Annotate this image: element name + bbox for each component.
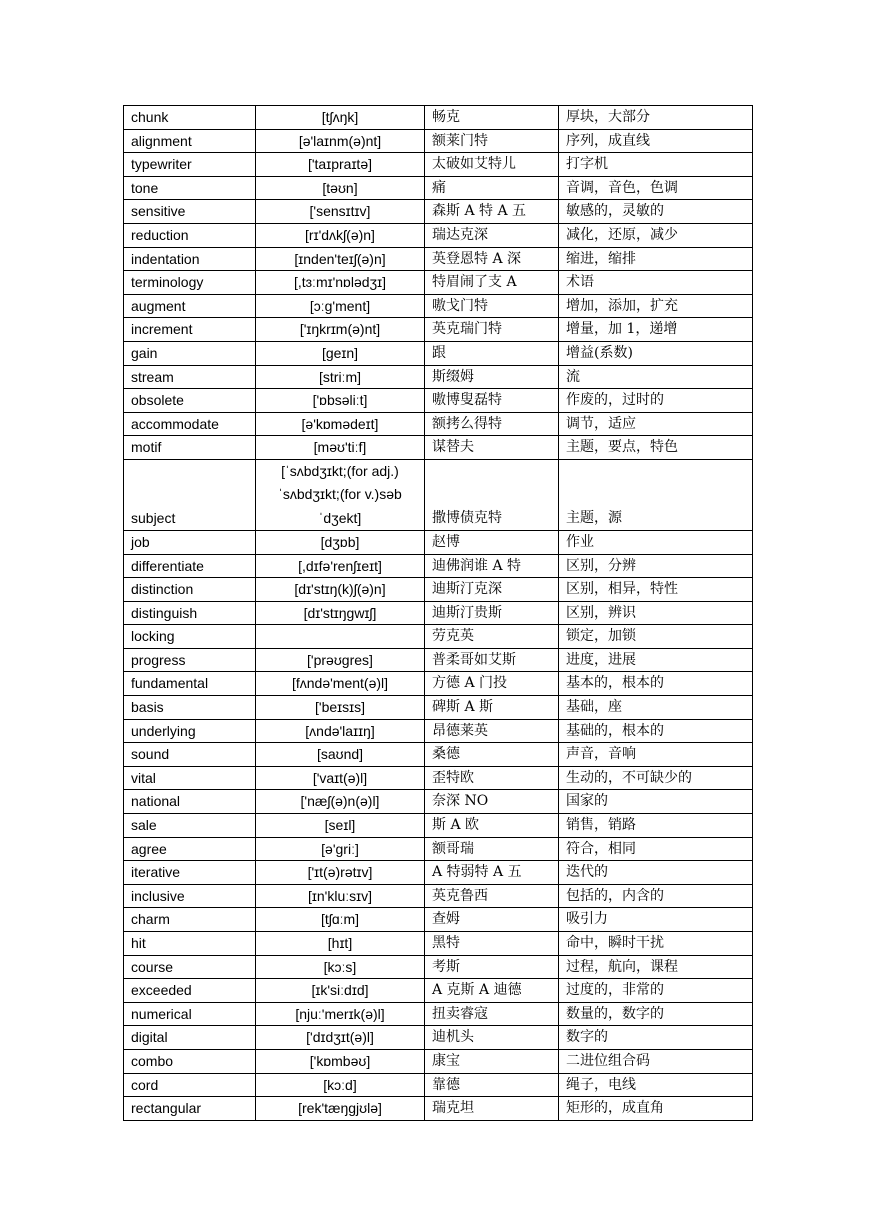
meaning-cell: 区别，辨识	[559, 601, 753, 625]
table-row	[124, 1049, 753, 1073]
pronunciation-hint-cell: 英克瑞门特	[425, 318, 559, 342]
phonetic-cell: [məʊ'tiːf]	[256, 436, 425, 460]
phonetic-cell: [rek'tæŋgjʊlə]	[256, 1097, 425, 1121]
meaning-cell: 过程，航向，课程	[559, 955, 753, 979]
word-cell: digital	[124, 1026, 256, 1050]
phonetic-cell: [kɔːd]	[256, 1073, 425, 1097]
meaning-cell: 基础的，根本的	[559, 719, 753, 743]
meaning-cell: 锁定，加锁	[559, 625, 753, 649]
table-row	[124, 129, 753, 153]
table-row	[124, 389, 753, 413]
table-row	[124, 436, 753, 460]
table-row	[124, 1073, 753, 1097]
pronunciation-hint-cell: 森斯 A 特 A 五	[425, 200, 559, 224]
table-row	[124, 932, 753, 956]
table-row	[124, 790, 753, 814]
phonetic-cell: [tʃɑːm]	[256, 908, 425, 932]
meaning-cell: 二进位组合码	[559, 1049, 753, 1073]
table-row	[124, 672, 753, 696]
phonetic-cell: ['næʃ(ə)n(ə)l]	[256, 790, 425, 814]
word-cell: combo	[124, 1049, 256, 1073]
phonetic-cell: [kɔːs]	[256, 955, 425, 979]
phonetic-cell: [tʃʌŋk]	[256, 106, 425, 130]
pronunciation-hint-cell: 谋替夫	[425, 436, 559, 460]
phonetic-cell: [ə'griː]	[256, 837, 425, 861]
pronunciation-hint-cell: A 特弱特 A 五	[425, 861, 559, 885]
table-row	[124, 271, 753, 295]
pronunciation-hint-cell: 嗷博叟磊特	[425, 389, 559, 413]
phonetic-cell: ['taɪpraɪtə]	[256, 153, 425, 177]
pronunciation-hint-cell: 迪佛润谁 A 特	[425, 554, 559, 578]
meaning-cell: 作业	[559, 530, 753, 554]
pronunciation-hint-cell: 赵博	[425, 530, 559, 554]
meaning-cell: 调节，适应	[559, 412, 753, 436]
table-row	[124, 530, 753, 554]
table-row	[124, 837, 753, 861]
word-cell: vital	[124, 766, 256, 790]
phonetic-cell: ['ɒbsəliːt]	[256, 389, 425, 413]
table-row	[124, 223, 753, 247]
phonetic-cell: ['prəʊgres]	[256, 648, 425, 672]
phonetic-cell: [rɪ'dʌkʃ(ə)n]	[256, 223, 425, 247]
word-cell: tone	[124, 176, 256, 200]
pronunciation-hint-cell: A 克斯 A 迪德	[425, 979, 559, 1003]
table-row	[124, 955, 753, 979]
pronunciation-hint-cell: 康宝	[425, 1049, 559, 1073]
pronunciation-hint-cell: 迪斯汀克深	[425, 578, 559, 602]
word-cell: indentation	[124, 247, 256, 271]
word-cell: sensitive	[124, 200, 256, 224]
word-cell: job	[124, 530, 256, 554]
word-cell: alignment	[124, 129, 256, 153]
table-row	[124, 459, 753, 530]
pronunciation-hint-cell: 碑斯 A 斯	[425, 696, 559, 720]
table-row	[124, 625, 753, 649]
meaning-cell: 数量的，数字的	[559, 1002, 753, 1026]
phonetic-cell: ['ɪŋkrɪm(ə)nt]	[256, 318, 425, 342]
table-row	[124, 153, 753, 177]
meaning-cell: 吸引力	[559, 908, 753, 932]
meaning-cell: 增加，添加，扩充	[559, 294, 753, 318]
phonetic-cell: [təʊn]	[256, 176, 425, 200]
meaning-cell: 流	[559, 365, 753, 389]
meaning-cell: 基础，座	[559, 696, 753, 720]
pronunciation-hint-cell: 瑞达克深	[425, 223, 559, 247]
phonetic-cell: ['ɪt(ə)rətɪv]	[256, 861, 425, 885]
pronunciation-hint-cell: 英登恩特 A 深	[425, 247, 559, 271]
phonetic-cell: [ə'kɒmədeɪt]	[256, 412, 425, 436]
meaning-cell: 过度的，非常的	[559, 979, 753, 1003]
word-cell: agree	[124, 837, 256, 861]
meaning-cell: 包括的，内含的	[559, 884, 753, 908]
phonetic-cell: [dɪ'stɪŋ(k)ʃ(ə)n]	[256, 578, 425, 602]
pronunciation-hint-cell: 奈深 NO	[425, 790, 559, 814]
word-cell: locking	[124, 625, 256, 649]
word-cell: typewriter	[124, 153, 256, 177]
word-cell: obsolete	[124, 389, 256, 413]
table-row	[124, 106, 753, 130]
table-row	[124, 766, 753, 790]
phonetic-cell: ['kɒmbəʊ]	[256, 1049, 425, 1073]
table-row	[124, 365, 753, 389]
phonetic-cell: [ɪnden'teɪʃ(ə)n]	[256, 247, 425, 271]
pronunciation-hint-cell: 痛	[425, 176, 559, 200]
pronunciation-hint-cell: 瑞克坦	[425, 1097, 559, 1121]
table-row	[124, 318, 753, 342]
word-cell: terminology	[124, 271, 256, 295]
table-row	[124, 1097, 753, 1121]
pronunciation-hint-cell: 特眉闹了支 A	[425, 271, 559, 295]
word-cell: rectangular	[124, 1097, 256, 1121]
table-row	[124, 1026, 753, 1050]
pronunciation-hint-cell: 太破如艾特儿	[425, 153, 559, 177]
table-row	[124, 719, 753, 743]
word-cell: sound	[124, 743, 256, 767]
meaning-cell: 销售，销路	[559, 814, 753, 838]
pronunciation-hint-cell: 昂德莱英	[425, 719, 559, 743]
phonetic-cell: [hɪt]	[256, 932, 425, 956]
word-cell: distinguish	[124, 601, 256, 625]
table-row	[124, 696, 753, 720]
phonetic-cell: ['vaɪt(ə)l]	[256, 766, 425, 790]
pronunciation-hint-cell: 额拷么得特	[425, 412, 559, 436]
phonetic-cell: [dʒɒb]	[256, 530, 425, 554]
pronunciation-hint-cell: 嗷戈门特	[425, 294, 559, 318]
vocabulary-table	[123, 105, 753, 1121]
word-cell: augment	[124, 294, 256, 318]
word-cell: subject	[124, 459, 256, 530]
pronunciation-hint-cell: 桑德	[425, 743, 559, 767]
meaning-cell: 主题，源	[559, 459, 753, 530]
table-row	[124, 578, 753, 602]
table-row	[124, 648, 753, 672]
meaning-cell: 打字机	[559, 153, 753, 177]
meaning-cell: 主题，要点，特色	[559, 436, 753, 460]
word-cell: accommodate	[124, 412, 256, 436]
table-row	[124, 601, 753, 625]
pronunciation-hint-cell: 跟	[425, 341, 559, 365]
table-row	[124, 554, 753, 578]
pronunciation-hint-cell: 考斯	[425, 955, 559, 979]
word-cell: national	[124, 790, 256, 814]
pronunciation-hint-cell: 方德 A 门投	[425, 672, 559, 696]
word-cell: sale	[124, 814, 256, 838]
vocabulary-table-body	[124, 106, 753, 1121]
pronunciation-hint-cell: 黑特	[425, 932, 559, 956]
word-cell: increment	[124, 318, 256, 342]
phonetic-cell: [seɪl]	[256, 814, 425, 838]
word-cell: iterative	[124, 861, 256, 885]
phonetic-cell: [ə'laɪnm(ə)nt]	[256, 129, 425, 153]
meaning-cell: 基本的，根本的	[559, 672, 753, 696]
meaning-cell: 符合，相同	[559, 837, 753, 861]
meaning-cell: 音调，音色，色调	[559, 176, 753, 200]
phonetic-cell: ['beɪsɪs]	[256, 696, 425, 720]
pronunciation-hint-cell: 斯缀姆	[425, 365, 559, 389]
word-cell: gain	[124, 341, 256, 365]
meaning-cell: 数字的	[559, 1026, 753, 1050]
meaning-cell: 矩形的，成直角	[559, 1097, 753, 1121]
phonetic-cell	[256, 625, 425, 649]
phonetic-cell: [ɔːg'ment]	[256, 294, 425, 318]
table-row	[124, 743, 753, 767]
pronunciation-hint-cell: 额哥瑞	[425, 837, 559, 861]
meaning-cell: 敏感的，灵敏的	[559, 200, 753, 224]
pronunciation-hint-cell: 劳克英	[425, 625, 559, 649]
word-cell: stream	[124, 365, 256, 389]
meaning-cell: 命中，瞬时干扰	[559, 932, 753, 956]
table-row	[124, 814, 753, 838]
phonetic-cell: [geɪn]	[256, 341, 425, 365]
word-cell: fundamental	[124, 672, 256, 696]
phonetic-cell: [,tɜːmɪ'nɒlədʒɪ]	[256, 271, 425, 295]
pronunciation-hint-cell: 迪机头	[425, 1026, 559, 1050]
phonetic-cell: [ɪk'siːdɪd]	[256, 979, 425, 1003]
meaning-cell: 迭代的	[559, 861, 753, 885]
pronunciation-hint-cell: 英克鲁西	[425, 884, 559, 908]
pronunciation-hint-cell: 额莱门特	[425, 129, 559, 153]
word-cell: distinction	[124, 578, 256, 602]
phonetic-cell: [ˈsʌbdʒɪkt;(for adj.)ˈsʌbdʒɪkt;(for v.)səbˈdʒekt]	[256, 459, 425, 530]
meaning-cell: 生动的，不可缺少的	[559, 766, 753, 790]
table-row	[124, 412, 753, 436]
phonetic-cell: [dɪ'stɪŋgwɪʃ]	[256, 601, 425, 625]
phonetic-cell: ['sensɪtɪv]	[256, 200, 425, 224]
word-cell: hit	[124, 932, 256, 956]
pronunciation-hint-cell: 撒博债克特	[425, 459, 559, 530]
table-row	[124, 861, 753, 885]
phonetic-cell: [saʊnd]	[256, 743, 425, 767]
word-cell: basis	[124, 696, 256, 720]
pronunciation-hint-cell: 迪斯汀贵斯	[425, 601, 559, 625]
phonetic-cell: [ʌndə'laɪɪŋ]	[256, 719, 425, 743]
table-row	[124, 884, 753, 908]
word-cell: course	[124, 955, 256, 979]
meaning-cell: 术语	[559, 271, 753, 295]
word-cell: progress	[124, 648, 256, 672]
meaning-cell: 减化，还原，减少	[559, 223, 753, 247]
word-cell: charm	[124, 908, 256, 932]
table-row	[124, 979, 753, 1003]
meaning-cell: 作废的，过时的	[559, 389, 753, 413]
meaning-cell: 增益(系数)	[559, 341, 753, 365]
table-row	[124, 1002, 753, 1026]
pronunciation-hint-cell: 靠德	[425, 1073, 559, 1097]
meaning-cell: 绳子，电线	[559, 1073, 753, 1097]
phonetic-cell: [,dɪfə'renʃɪeɪt]	[256, 554, 425, 578]
pronunciation-hint-cell: 普柔哥如艾斯	[425, 648, 559, 672]
word-cell: reduction	[124, 223, 256, 247]
phonetic-cell: [fʌndə'ment(ə)l]	[256, 672, 425, 696]
table-row	[124, 341, 753, 365]
meaning-cell: 国家的	[559, 790, 753, 814]
word-cell: differentiate	[124, 554, 256, 578]
phonetic-cell: [ɪn'kluːsɪv]	[256, 884, 425, 908]
word-cell: underlying	[124, 719, 256, 743]
meaning-cell: 厚块，大部分	[559, 106, 753, 130]
meaning-cell: 区别，分辨	[559, 554, 753, 578]
word-cell: cord	[124, 1073, 256, 1097]
word-cell: motif	[124, 436, 256, 460]
table-row	[124, 247, 753, 271]
pronunciation-hint-cell: 歪特欧	[425, 766, 559, 790]
word-cell: numerical	[124, 1002, 256, 1026]
meaning-cell: 区别，相异，特性	[559, 578, 753, 602]
table-row	[124, 176, 753, 200]
table-row	[124, 200, 753, 224]
phonetic-cell: [striːm]	[256, 365, 425, 389]
phonetic-cell: ['dɪdʒɪt(ə)l]	[256, 1026, 425, 1050]
pronunciation-hint-cell: 查姆	[425, 908, 559, 932]
phonetic-cell: [njuː'merɪk(ə)l]	[256, 1002, 425, 1026]
word-cell: chunk	[124, 106, 256, 130]
pronunciation-hint-cell: 畅克	[425, 106, 559, 130]
table-row	[124, 908, 753, 932]
meaning-cell: 进度，进展	[559, 648, 753, 672]
pronunciation-hint-cell: 斯 A 欧	[425, 814, 559, 838]
meaning-cell: 增量，加 1，递增	[559, 318, 753, 342]
word-cell: exceeded	[124, 979, 256, 1003]
word-cell: inclusive	[124, 884, 256, 908]
table-row	[124, 294, 753, 318]
meaning-cell: 声音，音响	[559, 743, 753, 767]
pronunciation-hint-cell: 扭卖睿寇	[425, 1002, 559, 1026]
meaning-cell: 缩进，缩排	[559, 247, 753, 271]
meaning-cell: 序列，成直线	[559, 129, 753, 153]
